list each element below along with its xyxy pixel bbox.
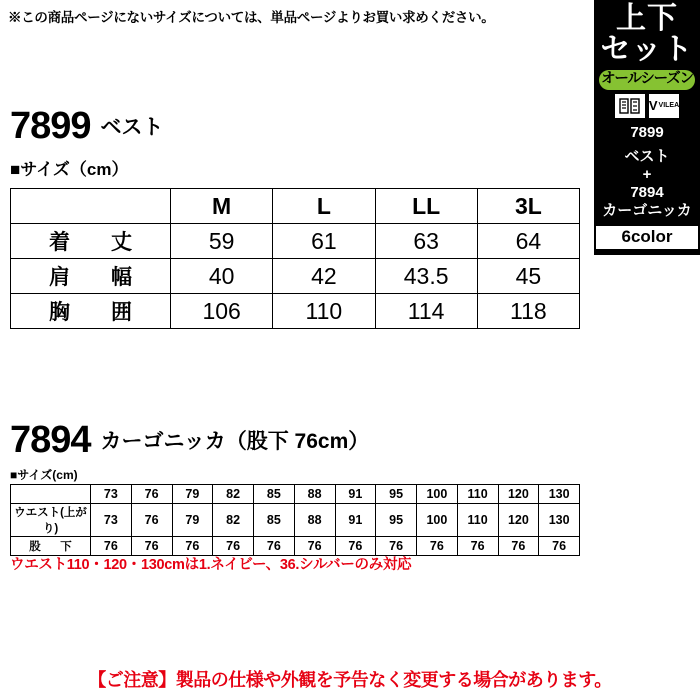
badge-model-2-name: カーゴニッカ [602,201,692,219]
table-header-row [11,189,580,224]
th-size-m: M [171,189,273,224]
cell-body-length-ll: 63 [375,224,477,259]
cell-waist-3: 82 [213,504,254,537]
badge-icon-row [596,94,698,118]
cell-inseam-8: 76 [417,537,458,556]
badge-set-line1: 上下 [616,2,678,35]
table-row [11,504,580,537]
cell-waist-0: 73 [91,504,132,537]
table-row [11,259,580,294]
row-label-shoulder-width: 肩 幅 [11,259,171,294]
th-waist-95: 95 [376,485,417,504]
cell-shoulder-m: 40 [171,259,273,294]
cell-waist-8: 100 [417,504,458,537]
cell-waist-7: 95 [376,504,417,537]
cell-body-length-m: 59 [171,224,273,259]
product-badge-panel [594,0,700,255]
row-label-inseam: 股 下 [11,537,91,556]
th-waist-85: 85 [254,485,295,504]
table-row [11,224,580,259]
section2-availability-note: ウエスト110・120・130cmは1.ネイビー、36.シルバーのみ対応 [10,557,412,573]
badge-model-2: 7894 [630,183,664,201]
cell-inseam-2: 76 [172,537,213,556]
cell-inseam-10: 76 [498,537,539,556]
cell-shoulder-3l: 45 [477,259,579,294]
badge-plus: + [642,165,652,183]
cell-waist-5: 88 [294,504,335,537]
th-waist-79: 79 [172,485,213,504]
cell-inseam-1: 76 [131,537,172,556]
section1-model-number: 7899 [10,105,91,147]
cell-waist-10: 120 [498,504,539,537]
cell-inseam-4: 76 [254,537,295,556]
th-size-l: L [273,189,375,224]
table-header-row [11,485,580,504]
washing-icon [615,94,645,118]
th-waist-73: 73 [91,485,132,504]
badge-model-1: 7899 [630,123,664,141]
section2-model-number: 7894 [10,419,91,461]
th-size-3l: 3L [477,189,579,224]
cell-waist-1: 76 [131,504,172,537]
cell-waist-11: 130 [539,504,580,537]
section2-size-table [10,484,580,556]
section1-size-table [10,188,580,329]
th-waist-76: 76 [131,485,172,504]
cell-shoulder-l: 42 [273,259,375,294]
badge-season-label: オールシーズン [599,70,695,90]
section1-size-label: ■サイズ（cm） [10,160,129,179]
th-size-ll: LL [375,189,477,224]
cell-shoulder-ll: 43.5 [375,259,477,294]
cell-chest-l: 110 [273,294,375,329]
section1-title [10,105,164,147]
section2-model-name: カーゴニッカ（股下 76cm） [100,430,370,454]
th-waist-88: 88 [294,485,335,504]
th-waist-130: 130 [539,485,580,504]
cell-inseam-7: 76 [376,537,417,556]
cell-waist-9: 110 [457,504,498,537]
th-corner [11,189,171,224]
cell-chest-3l: 118 [477,294,579,329]
cell-body-length-3l: 64 [477,224,579,259]
cell-body-length-l: 61 [273,224,375,259]
th-waist-82: 82 [213,485,254,504]
cell-waist-4: 85 [254,504,295,537]
section2-title [10,419,370,461]
cell-inseam-3: 76 [213,537,254,556]
cell-inseam-5: 76 [294,537,335,556]
th-corner-2 [11,485,91,504]
th-waist-110: 110 [457,485,498,504]
cell-inseam-6: 76 [335,537,376,556]
th-waist-100: 100 [417,485,458,504]
cell-waist-2: 79 [172,504,213,537]
row-label-chest: 胸 囲 [11,294,171,329]
top-notice: ※この商品ページにないサイズについては、単品ページよりお買い求めください。 [8,10,495,25]
vilea-v-glyph: V [648,98,658,114]
cell-inseam-9: 76 [457,537,498,556]
section2-size-label: ■サイズ(cm) [10,468,78,482]
badge-model-1-name: ベスト [624,147,670,165]
bottom-caution-notice: 【ご注意】製品の仕様や外観を予告なく変更する場合があります。 [88,670,612,690]
cell-chest-ll: 114 [375,294,477,329]
cell-waist-6: 91 [335,504,376,537]
cell-inseam-11: 76 [539,537,580,556]
th-waist-91: 91 [335,485,376,504]
section1-model-name: ベスト [100,116,164,140]
row-label-waist: ウエスト(上がり) [11,504,91,537]
vilea-brand-icon [649,94,679,118]
badge-set-line2: セット [600,32,694,66]
row-label-body-length: 着 丈 [11,224,171,259]
vilea-text: VILEA [658,102,680,110]
th-waist-120: 120 [498,485,539,504]
badge-box [594,0,700,255]
cell-chest-m: 106 [171,294,273,329]
cell-inseam-0: 76 [91,537,132,556]
badge-color-count: 6color [596,226,698,249]
table-row [11,294,580,329]
